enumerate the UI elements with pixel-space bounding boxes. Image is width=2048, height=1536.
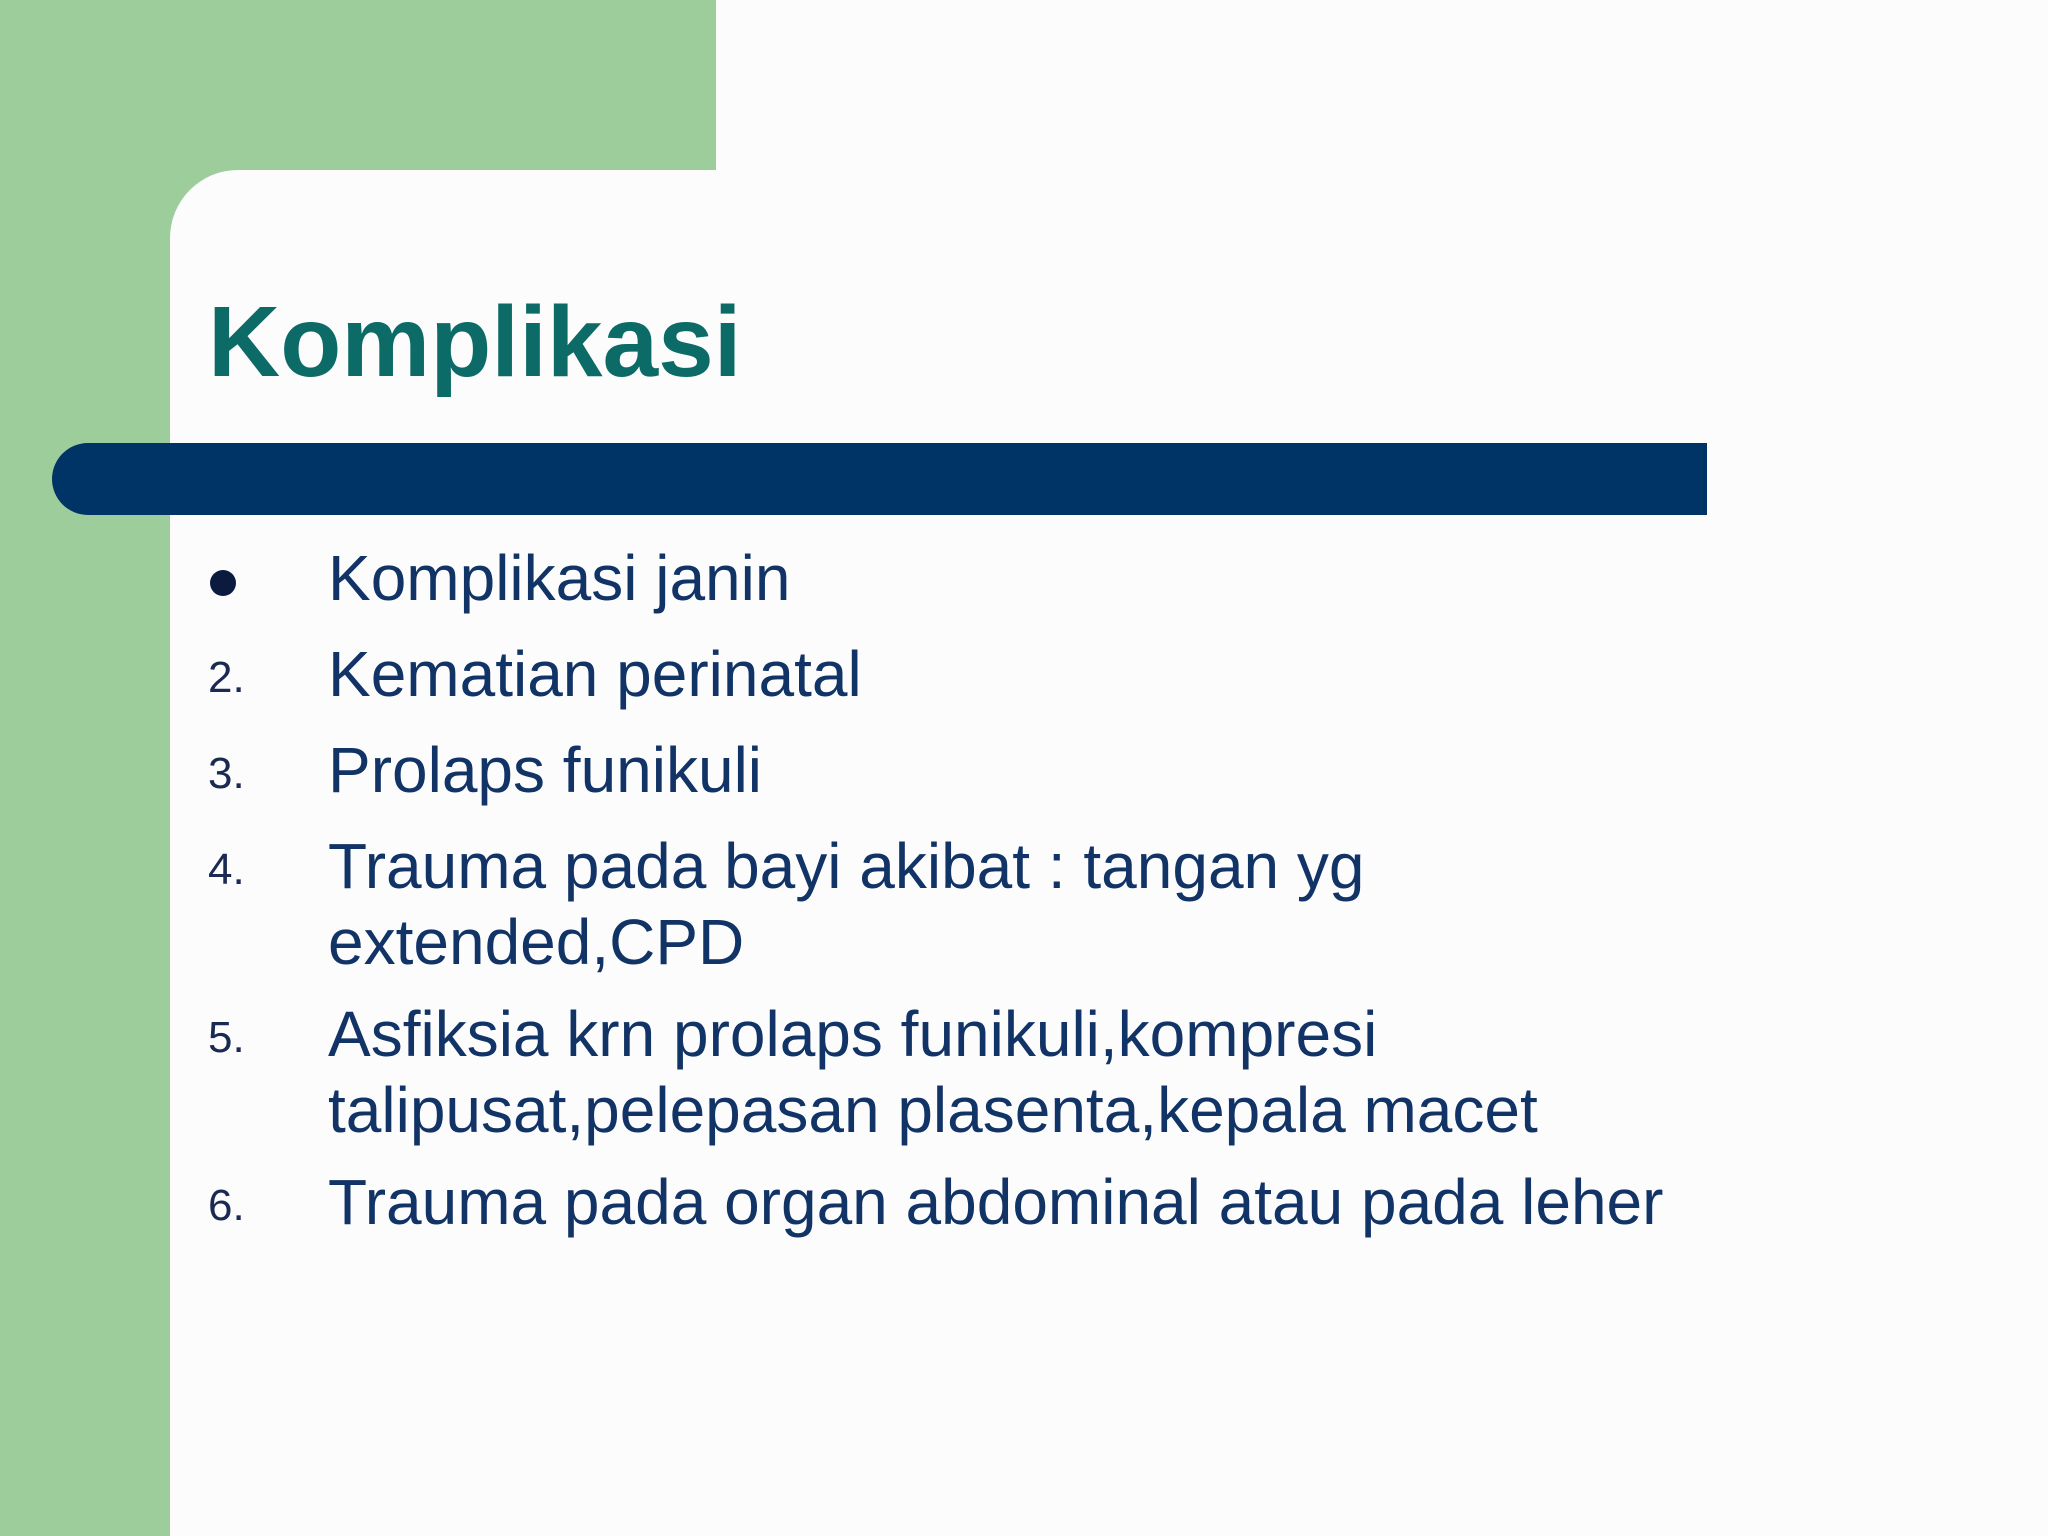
list-item-text: Trauma pada bayi akibat : tangan yg extended,CPD bbox=[328, 830, 1365, 978]
list-marker: 4. bbox=[208, 845, 245, 894]
list-item bbox=[208, 636, 2008, 716]
list-item bbox=[208, 828, 2008, 980]
list-item bbox=[208, 540, 2008, 620]
bullet-dot-icon bbox=[210, 570, 236, 596]
list-item bbox=[208, 732, 2008, 812]
list-marker: 2. bbox=[208, 653, 245, 702]
list-item-text: Prolaps funikuli bbox=[328, 734, 762, 806]
list-item bbox=[208, 996, 2008, 1148]
list-item bbox=[208, 1164, 2008, 1244]
list-marker: 5. bbox=[208, 1013, 245, 1062]
slide-title: Komplikasi bbox=[208, 286, 742, 398]
complication-list bbox=[208, 540, 2008, 1260]
list-item-text: Komplikasi janin bbox=[328, 542, 791, 614]
top-background bbox=[716, 0, 2048, 170]
list-marker: 3. bbox=[208, 749, 245, 798]
list-marker: 6. bbox=[208, 1181, 245, 1230]
list-item-text: Asfiksia krn prolaps funikuli,kompresi talipusat,pelepasan plasenta,kepala macet bbox=[328, 998, 1538, 1146]
list-marker bbox=[208, 540, 328, 620]
title-divider-bar bbox=[52, 443, 1707, 515]
list-item-text: Kematian perinatal bbox=[328, 638, 862, 710]
list-item-text: Trauma pada organ abdominal atau pada leher bbox=[328, 1166, 1664, 1238]
